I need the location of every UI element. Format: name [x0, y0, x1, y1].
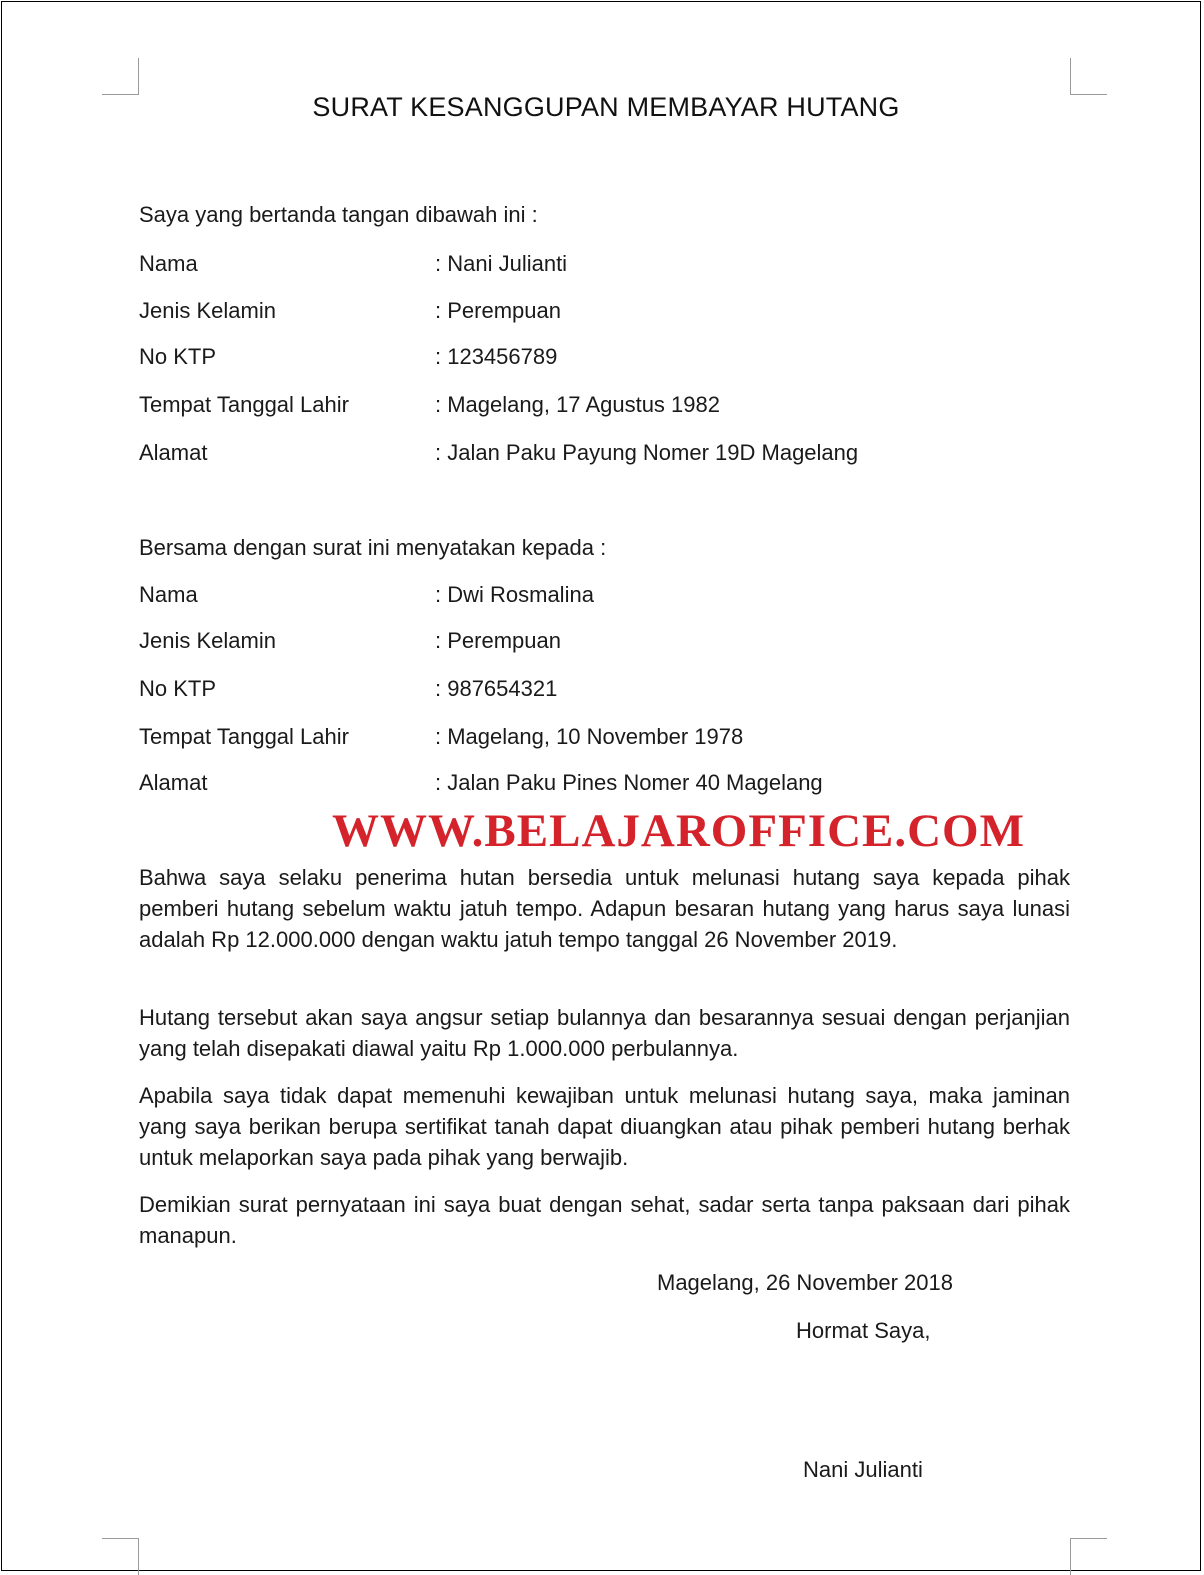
- creditor-address-label: Alamat: [139, 770, 208, 795]
- creditor-gender-label: Jenis Kelamin: [139, 628, 276, 653]
- closing-greeting: Hormat Saya,: [796, 1318, 931, 1343]
- creditor-ktp-value: : 987654321: [435, 676, 558, 701]
- debtor-ktp-value: : 123456789: [435, 344, 558, 369]
- debtor-gender-label: Jenis Kelamin: [139, 298, 276, 323]
- paragraph-installment: Hutang tersebut akan saya angsur setiap bulannya dan besarannya sesuai dengan perjanjian yang telah disepakati diawal yaitu Rp 1.000.000 perbulannya.: [139, 1005, 1070, 1061]
- paragraph-closing-statement: Demikian surat pernyataan ini saya buat dengan sehat, sadar serta tanpa paksaan dari pihak manapun.: [139, 1192, 1070, 1248]
- creditor-gender-value: : Perempuan: [435, 628, 561, 653]
- debtor-name-value: : Nani Julianti: [435, 251, 568, 276]
- intro-creditor: Bersama dengan surat ini menyatakan kepada :: [139, 535, 607, 560]
- creditor-ktp-label: No KTP: [139, 676, 217, 701]
- debtor-ktp-label: No KTP: [139, 344, 217, 369]
- debtor-address-value: : Jalan Paku Payung Nomer 19D Magelang: [435, 440, 859, 465]
- paragraph-debt-statement: Bahwa saya selaku penerima hutan bersedia untuk melunasi hutang saya kepada pihak pemberi hutang sebelum waktu jatuh tempo. Adapun besaran hutang yang harus saya lunasi adalah Rp 12.000.000 dengan waktu jatuh tempo tanggal 26 November 2019.: [139, 865, 1070, 952]
- debtor-birth-value: : Magelang, 17 Agustus 1982: [435, 392, 720, 417]
- debtor-gender-value: : Perempuan: [435, 298, 561, 323]
- debtor-address-label: Alamat: [139, 440, 208, 465]
- watermark-text: WWW.BELAJAROFFICE.COM: [332, 805, 1025, 857]
- paragraph-guarantee: Apabila saya tidak dapat memenuhi kewajiban untuk melunasi hutang saya, maka jaminan yang saya berikan berupa sertifikat tanah dapat diuangkan atau pihak pemberi hutang berhak untuk melaporkan saya pada pihak yang berwajib.: [139, 1083, 1070, 1170]
- creditor-address-value: : Jalan Paku Pines Nomer 40 Magelang: [435, 770, 823, 795]
- debtor-name-label: Nama: [139, 251, 198, 276]
- creditor-birth-value: : Magelang, 10 November 1978: [435, 724, 744, 749]
- crop-mark-bottom-right: [1070, 1538, 1107, 1575]
- crop-mark-top-left: [102, 58, 139, 95]
- debtor-birth-label: Tempat Tanggal Lahir: [139, 392, 349, 417]
- document-title: SURAT KESANGGUPAN MEMBAYAR HUTANG: [312, 92, 900, 122]
- creditor-name-value: : Dwi Rosmalina: [435, 582, 594, 607]
- place-date: Magelang, 26 November 2018: [657, 1270, 953, 1295]
- intro-debtor: Saya yang bertanda tangan dibawah ini :: [139, 202, 538, 227]
- crop-mark-top-right: [1070, 58, 1107, 95]
- crop-mark-bottom-left: [102, 1538, 139, 1575]
- signer-name: Nani Julianti: [803, 1457, 923, 1482]
- creditor-name-label: Nama: [139, 582, 198, 607]
- creditor-birth-label: Tempat Tanggal Lahir: [139, 724, 349, 749]
